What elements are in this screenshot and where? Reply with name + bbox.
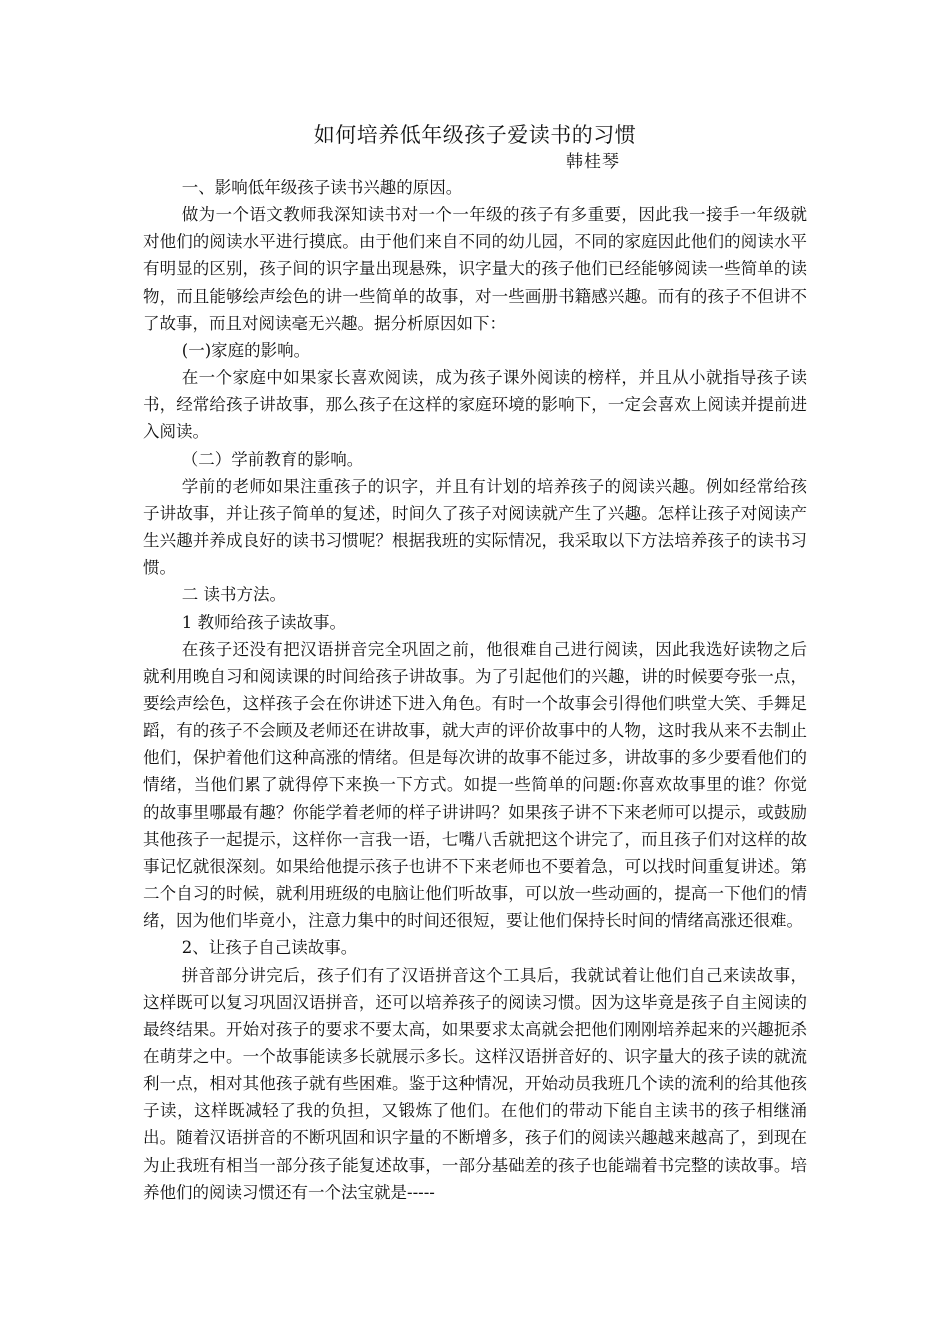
paragraph-child-reads: 拼音部分讲完后，孩子们有了汉语拼音这个工具后，我就试着让他们自己来读故事，这样既可以复习巩固汉语拼音，还可以培养孩子的阅读习惯。因为这毕竟是孩子自主阅读的最终结果。开始对孩子的要求不要太高，如果要求太高就会把他们刚刚培养起来的兴趣扼杀在萌芽之中。一个故事能读多长就展示多长。这样汉语拼音好的、识字量大的孩子读的就流利一点，相对其他孩子就有些困难。鉴于这种情况，开始动员我班几个读的流利的给其他孩子读，这样既减轻了我的负担，又锻炼了他们。在他们的带动下能自主读书的孩子相继涌出。随着汉语拼音的不断巩固和识字量的不断增多，孩子们的阅读兴趣越来越高了，到现在为止我班有相当一部分孩子能复述故事，一部分基础差的孩子也能端着书完整的读故事。培养他们的阅读习惯还有一个法宝就是----- — [143, 965, 807, 1202]
paragraph-intro: 做为一个语文教师我深知读书对一个一年级的孩子有多重要，因此我一接手一年级就对他们的阅读水平进行摸底。由于他们来自不同的幼儿园，不同的家庭因此他们的阅读水平有明显的区别，孩子间的识字量出现悬殊，识字量大的孩子他们已经能够阅读一些简单的读物，而且能够绘声绘色的讲一些简单的故事，对一些画册书籍感兴趣。而有的孩子不但讲不了故事，而且对阅读毫无兴趣。据分析原因如下： — [143, 205, 807, 333]
subheading-family: (一)家庭的影响。 — [181, 340, 311, 360]
subheading-teacher-reads: 1 教师给孩子读故事。 — [181, 612, 347, 632]
section-heading-2: 二 读书方法。 — [181, 585, 287, 605]
subheading-child-reads: 2、让孩子自己读故事。 — [181, 938, 358, 958]
document-author: 韩桂琴 — [566, 152, 620, 172]
paragraph-teacher-reads: 在孩子还没有把汉语拼音完全巩固之前，他很难自己进行阅读，因此我选好读物之后就利用晚自习和阅读课的时间给孩子讲故事。为了引起他们的兴趣，讲的时候要夸张一点，要绘声绘色，这样孩子会在你讲述下进入角色。有时一个故事会引得他们哄堂大笑、手舞足蹈，有的孩子不会顾及老师还在讲故事，就大声的评价故事中的人物，这时我从来不去制止他们，保护着他们这种高涨的情绪。但是每次讲的故事不能过多，讲故事的多少要看他们的情绪，当他们累了就得停下来换一下方式。如提一些简单的问题:你喜欢故事里的谁？你觉的故事里哪最有趣？你能学着老师的样子讲讲吗？如果孩子讲不下来老师可以提示，或鼓励其他孩子一起提示，这样你一言我一语，七嘴八舌就把这个讲完了，而且孩子们对这样的故事记忆就很深刻。如果给他提示孩子也讲不下来老师也不要着急，可以找时间重复讲述。第二个自习的时候，就利用班级的电脑让他们听故事，可以放一些动画的，提高一下他们的情绪，因为他们毕竟小，注意力集中的时间还很短，要让他们保持长时间的情绪高涨还很难。 — [143, 639, 807, 931]
paragraph-preschool: 学前的老师如果注重孩子的识字，并且有计划的培养孩子的阅读兴趣。例如经常给孩子讲故事，并让孩子简单的复述，时间久了孩子对阅读就产生了兴趣。怎样让孩子对阅读产生兴趣并养成良好的读书习惯呢？根据我班的实际情况，我采取以下方法培养孩子的读书习惯。 — [143, 476, 807, 578]
section-heading-1: 一、影响低年级孩子读书兴趣的原因。 — [181, 178, 463, 197]
document-title: 如何培养低年级孩子爱读书的习惯 — [313, 123, 637, 147]
document-body — [143, 174, 807, 1206]
subheading-preschool: （二）学前教育的影响。 — [181, 449, 364, 469]
paragraph-family: 在一个家庭中如果家长喜欢阅读，成为孩子课外阅读的榜样，并且从小就指导孩子读书，经常给孩子讲故事，那么孩子在这样的家庭环境的影响下，一定会喜欢上阅读并提前进入阅读。 — [143, 368, 807, 442]
